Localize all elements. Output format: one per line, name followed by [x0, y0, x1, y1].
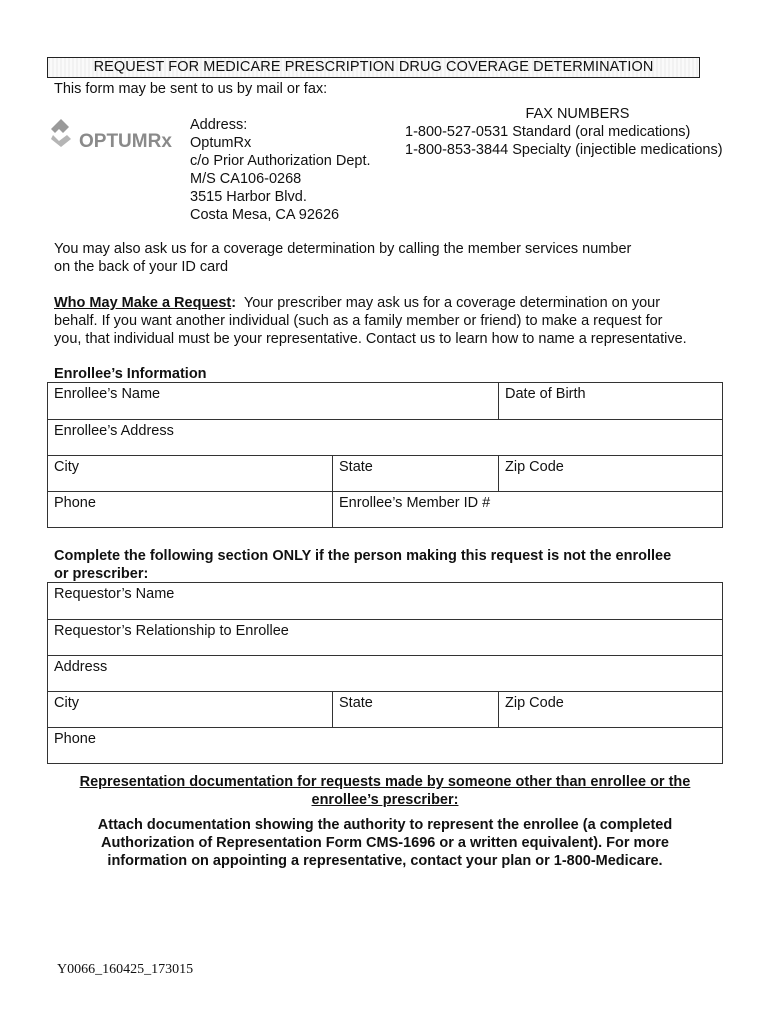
- requestor-address-field[interactable]: Address: [54, 659, 108, 675]
- requestor-state-field[interactable]: State: [332, 692, 498, 727]
- fax-line-standard: 1-800-527-0531 Standard (oral medications): [405, 124, 691, 140]
- who-may-text: you, that individual must be your representative. Contact us to learn how to name a representative.: [54, 331, 687, 347]
- address-line: 3515 Harbor Blvd.: [190, 189, 307, 205]
- requestor-relationship-field[interactable]: Requestor’s Relationship to Enrollee: [54, 623, 289, 639]
- enrollee-name-field[interactable]: Enrollee’s Name: [54, 386, 161, 402]
- who-may-text: behalf. If you want another individual (such as a family member or friend) to make a request for: [54, 313, 663, 329]
- representation-heading-line: Representation documentation for requests made by someone other than enrollee or the: [79, 774, 691, 790]
- representation-body: [47, 816, 723, 870]
- requestor-table: [47, 582, 723, 764]
- form-title: REQUEST FOR MEDICARE PRESCRIPTION DRUG COVERAGE DETERMINATION: [47, 57, 700, 78]
- address-line: OptumRx: [190, 135, 252, 151]
- phone-note-line: You may also ask us for a coverage determination by calling the member services number: [54, 241, 632, 257]
- requestor-heading: [54, 547, 671, 583]
- enrollee-dob-field[interactable]: Date of Birth: [498, 383, 722, 419]
- representation-heading-line: enrollee’s prescriber:: [311, 792, 459, 808]
- enrollee-state-field[interactable]: State: [332, 456, 498, 491]
- who-may-colon: :: [231, 295, 237, 311]
- phone-note: [54, 240, 631, 276]
- address-line: Costa Mesa, CA 92626: [190, 207, 340, 223]
- logo-text: OPTUMRx: [79, 131, 172, 152]
- optumrx-logo: [47, 115, 187, 155]
- enrollee-zip-field[interactable]: Zip Code: [498, 456, 722, 491]
- fax-numbers: [405, 105, 740, 159]
- requestor-heading-line: Complete the following section ONLY if the person making this request is not the enrollee: [54, 548, 672, 564]
- enrollee-table: [47, 382, 723, 528]
- representation-body-line: Authorization of Representation Form CMS-1696 or a written equivalent). For more: [101, 835, 669, 851]
- intro-text: This form may be sent to us by mail or fax:: [54, 81, 328, 97]
- enrollee-city-field[interactable]: City: [54, 459, 79, 475]
- representation-heading: [47, 773, 723, 809]
- enrollee-heading: Enrollee’s Information: [54, 366, 207, 382]
- representation-body-line: information on appointing a representative, contact your plan or 1-800-Medicare.: [107, 853, 663, 869]
- who-may-request: [54, 294, 687, 348]
- representation-body-line: Attach documentation showing the authority to represent the enrollee (a completed: [97, 817, 673, 833]
- who-may-heading: Who May Make a Request: [54, 295, 232, 311]
- who-may-text: Your prescriber may ask us for a coverage determination on your: [236, 295, 661, 311]
- fax-line-specialty: 1-800-853-3844 Specialty (injectible medications): [405, 142, 723, 158]
- address-line: M/S CA106-0268: [190, 171, 302, 187]
- address-label: Address:: [190, 117, 248, 133]
- requestor-city-field[interactable]: City: [54, 695, 79, 711]
- form-code: Y0066_160425_173015: [57, 962, 194, 977]
- requestor-zip-field[interactable]: Zip Code: [498, 692, 722, 727]
- optum-swirl-icon: [47, 115, 187, 155]
- enrollee-phone-field[interactable]: Phone: [54, 495, 96, 511]
- mailing-address: [190, 116, 371, 224]
- phone-note-line: on the back of your ID card: [54, 259, 229, 275]
- requestor-heading-line: or prescriber:: [54, 566, 149, 582]
- enrollee-address-field[interactable]: Enrollee’s Address: [54, 423, 174, 439]
- address-line: c/o Prior Authorization Dept.: [190, 153, 371, 169]
- enrollee-member-id-field[interactable]: Enrollee’s Member ID #: [332, 492, 722, 527]
- requestor-name-field[interactable]: Requestor’s Name: [54, 586, 175, 602]
- fax-title: FAX NUMBERS: [525, 106, 630, 122]
- requestor-phone-field[interactable]: Phone: [54, 731, 96, 747]
